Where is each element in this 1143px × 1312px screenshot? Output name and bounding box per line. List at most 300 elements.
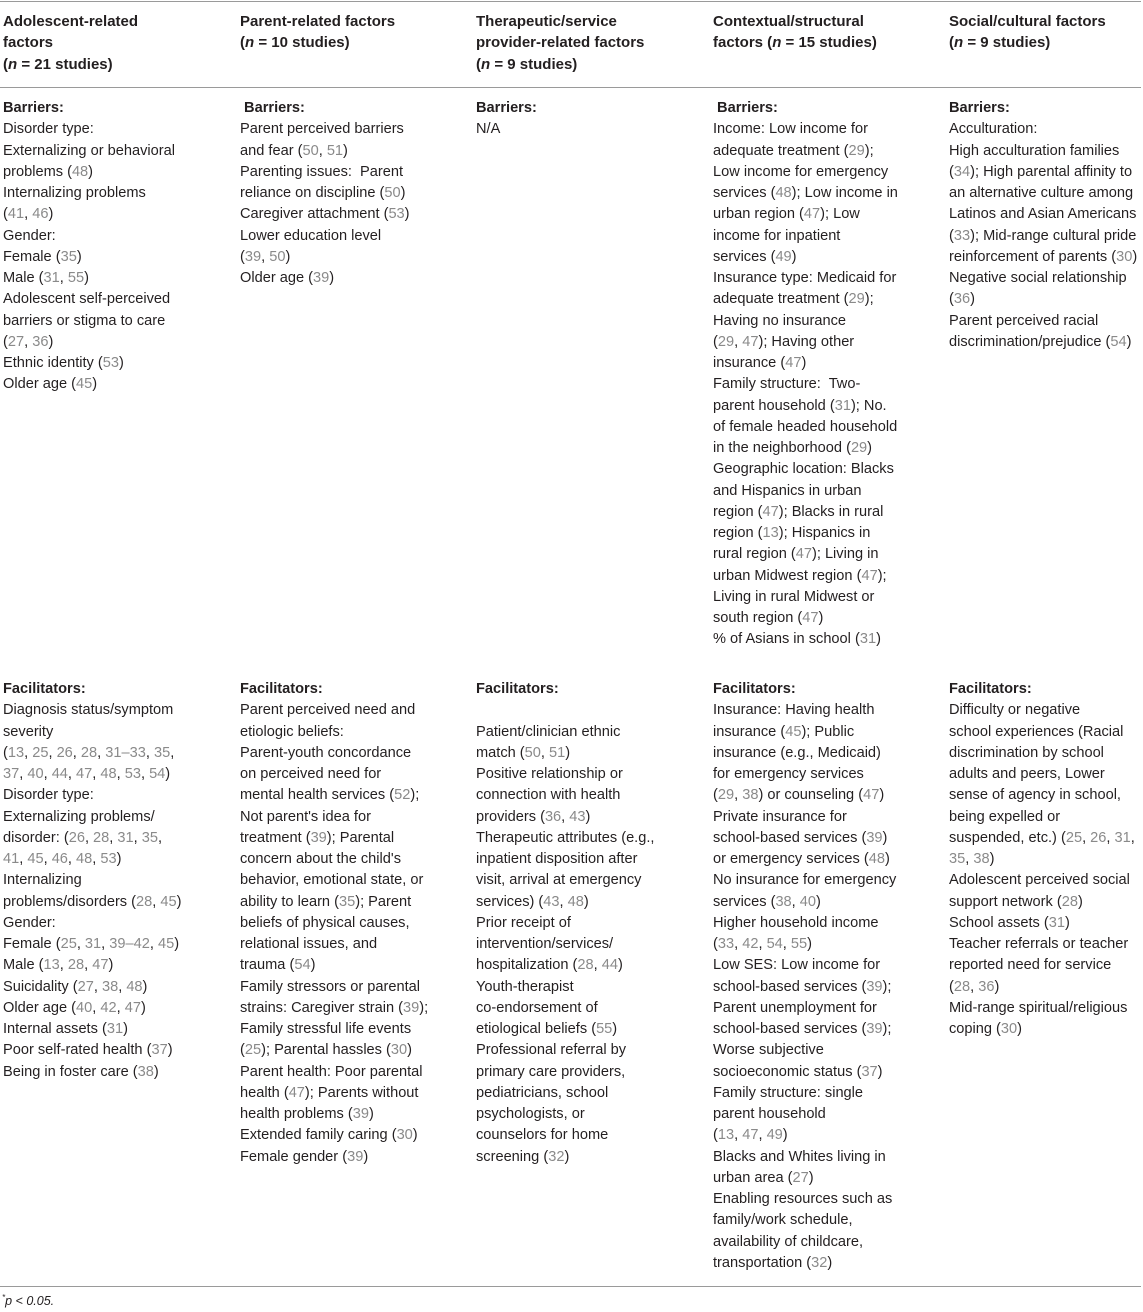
text-segment: , (93, 978, 102, 995)
text-segment: Parenting issues: Parent (240, 163, 404, 180)
reference-link[interactable]: 47 (785, 355, 802, 371)
reference-link[interactable]: 43 (543, 893, 560, 910)
text-segment: Male ( (3, 270, 44, 286)
reference-link[interactable]: 13 (717, 1127, 735, 1144)
facilitators-title: Facilitators: (949, 681, 1032, 697)
reference-link[interactable]: 50 (269, 248, 286, 265)
column-header-social (949, 11, 1106, 54)
reference-link[interactable]: 48 (71, 163, 89, 180)
reference-link[interactable]: 33 (953, 227, 971, 244)
text-segment: , (782, 936, 791, 952)
reference-link[interactable]: 38 (137, 1063, 154, 1080)
reference-link[interactable]: 51 (326, 142, 344, 159)
reference-link[interactable]: 27 (792, 1169, 809, 1186)
text-segment: , (734, 787, 743, 804)
reference-link[interactable]: 45 (76, 376, 93, 393)
text-segment: insurance ( (713, 355, 786, 371)
cell-line (949, 183, 1137, 204)
reference-link[interactable]: 48 (868, 851, 885, 867)
text-segment: ) (153, 1063, 159, 1080)
reference-link[interactable]: 54 (149, 766, 166, 782)
text-segment: ); (864, 142, 874, 159)
text-segment: , (559, 893, 568, 910)
text-segment: behavior, emotional state, or (240, 872, 424, 889)
reference-link[interactable]: 31 (84, 936, 102, 952)
cell-line (476, 1147, 654, 1168)
reference-link[interactable]: 52 (394, 787, 411, 804)
text-segment: ); (864, 291, 874, 308)
text-segment: ); Public (801, 723, 855, 740)
text-segment: Ethnic identity ( (3, 355, 103, 371)
text-segment: primary care providers, (476, 1063, 626, 1080)
header-line (949, 32, 1106, 53)
text-segment: ( (3, 333, 8, 350)
reference-link[interactable]: 13 (7, 744, 25, 761)
reference-link[interactable]: 55 (67, 270, 85, 286)
text-segment: , (116, 999, 125, 1016)
reference-link[interactable]: 39–42 (109, 936, 150, 952)
reference-link[interactable]: 47 (863, 787, 880, 804)
reference-link[interactable]: 47 (92, 957, 109, 974)
reference-link[interactable]: 49 (775, 248, 792, 265)
text-segment: Parent-youth concordance (240, 744, 412, 761)
reference-link[interactable]: 36 (953, 291, 971, 308)
reference-link[interactable]: 30 (1000, 1021, 1018, 1037)
reference-link[interactable]: 34 (953, 163, 971, 180)
facilitators-cell-parent (240, 679, 428, 1168)
reference-link[interactable]: 45 (157, 936, 175, 952)
reference-link[interactable]: 47 (288, 1084, 305, 1101)
text-segment: , (970, 978, 979, 995)
text-segment: , (149, 936, 158, 952)
text-segment: reported need for service (949, 957, 1112, 974)
text-segment: problems/disorders ( (3, 893, 137, 910)
reference-link[interactable]: 29 (717, 787, 735, 804)
cell-line (240, 1104, 428, 1125)
cell-line (3, 743, 181, 764)
cell-line (713, 1104, 896, 1125)
reference-link[interactable]: 29 (717, 333, 735, 350)
cell-line (3, 289, 175, 310)
reference-link[interactable]: 53 (100, 851, 117, 867)
reference-link[interactable]: 39 (352, 1106, 369, 1122)
cell-line (3, 162, 175, 183)
text-segment: ) (285, 248, 291, 265)
reference-link[interactable]: 40 (27, 766, 44, 782)
reference-link[interactable]: 53 (124, 766, 141, 782)
reference-link[interactable]: 45 (27, 851, 44, 867)
text-segment: Prior receipt of (476, 914, 571, 931)
text-segment: school experiences (Racial (949, 723, 1124, 740)
reference-link[interactable]: 38 (973, 851, 990, 867)
text-segment: Suicidality ( (3, 978, 78, 995)
reference-link[interactable]: 42 (742, 936, 759, 952)
barriers-title: Barriers: (240, 100, 305, 116)
reference-link[interactable]: 48 (567, 893, 584, 910)
cell-line (713, 353, 898, 374)
text-segment: Mid-range spiritual/religious (949, 999, 1128, 1016)
cell-line (476, 700, 654, 721)
reference-link[interactable]: 47 (742, 1127, 759, 1144)
reference-link[interactable]: 26 (1090, 829, 1107, 846)
reference-link[interactable]: 54 (766, 936, 783, 952)
reference-link[interactable]: 50 (302, 142, 319, 159)
text-segment: ) (165, 766, 171, 782)
reference-link[interactable]: 39 (313, 270, 330, 286)
cell-line (476, 955, 654, 976)
cell-line (949, 955, 1135, 976)
text-segment: transportation ( (713, 1254, 812, 1271)
cell-line (713, 417, 898, 438)
reference-link[interactable]: 44 (601, 957, 618, 974)
header-line (240, 32, 395, 53)
text-segment: Negative social relationship (949, 270, 1127, 286)
reference-link[interactable]: 54 (1110, 333, 1127, 350)
cell-line (713, 743, 896, 764)
reference-link[interactable]: 39 (866, 829, 883, 846)
reference-link[interactable]: 50 (524, 744, 541, 761)
text-segment: Disorder type: (3, 787, 94, 804)
reference-link[interactable]: 13 (762, 525, 779, 541)
text-segment: availability of childcare, (713, 1233, 864, 1250)
cell-line (3, 141, 175, 162)
reference-link[interactable]: 38 (742, 787, 759, 804)
reference-link[interactable]: 53 (102, 355, 120, 371)
text-segment: Insurance type: Medicaid for (713, 270, 897, 286)
reference-link[interactable]: 28 (93, 829, 110, 846)
text-segment: Female gender ( (240, 1148, 348, 1165)
reference-link[interactable]: 27 (77, 978, 94, 995)
text-segment: ) (867, 440, 873, 456)
text-segment: ); (410, 787, 420, 804)
text-segment: Internal assets ( (3, 1021, 107, 1037)
text-segment: ) (119, 355, 124, 371)
text-segment: strains: Caregiver strain ( (240, 999, 404, 1016)
text-segment: ); Low income in (791, 185, 898, 201)
text-segment: Diagnosis status/symptom (3, 702, 174, 719)
text-segment: ) (167, 1042, 173, 1059)
cell-line (3, 700, 181, 721)
reference-link[interactable]: 30 (396, 1127, 413, 1144)
reference-link[interactable]: 26 (68, 829, 85, 846)
text-segment: ); Parental hassles ( (261, 1042, 391, 1059)
column-header-adolescent (3, 11, 138, 75)
reference-link[interactable]: 48 (775, 185, 792, 201)
text-segment: ) (989, 851, 995, 867)
text-segment: parent household ( (713, 397, 835, 414)
header-line (3, 54, 138, 75)
cell-line (949, 870, 1135, 891)
text-segment: etiological beliefs ( (476, 1021, 597, 1037)
n-symbol: n (481, 55, 491, 73)
reference-link[interactable]: 40 (76, 999, 93, 1016)
text-segment: problems ( (3, 163, 72, 180)
cell-line (713, 119, 898, 140)
footnote-mark: * (2, 1293, 6, 1302)
reference-link[interactable]: 31 (43, 270, 60, 286)
cell-line (713, 396, 898, 417)
reference-link[interactable]: 39 (403, 999, 420, 1016)
text-segment: ) (329, 270, 335, 286)
cell-line (713, 1210, 896, 1231)
text-segment: , (561, 808, 570, 825)
text-segment: Internalizing problems (3, 185, 146, 201)
cell-line (240, 247, 410, 268)
reference-link[interactable]: 45 (785, 723, 802, 740)
reference-link[interactable]: 47 (803, 206, 821, 223)
cell-line (240, 849, 428, 870)
text-segment: ) (808, 1169, 814, 1186)
text-segment: , (157, 829, 163, 846)
reference-link[interactable]: 37 (861, 1063, 878, 1080)
reference-link[interactable]: 47 (76, 766, 93, 782)
text-segment: , (59, 270, 68, 286)
cell-line (240, 1083, 428, 1104)
reference-link[interactable]: 47 (861, 567, 878, 584)
cell-line (713, 268, 898, 289)
reference-link[interactable]: 36 (32, 333, 49, 350)
reference-link[interactable]: 49 (766, 1127, 783, 1144)
text-segment: Parent perceived barriers (240, 121, 404, 138)
reference-link[interactable]: 47 (795, 546, 812, 563)
reference-link[interactable]: 37 (3, 766, 20, 782)
reference-link[interactable]: 55 (790, 936, 808, 952)
text-segment: sense of agency in school, (949, 787, 1121, 804)
text-segment: psychologists, or (476, 1106, 585, 1122)
reference-link[interactable]: 32 (811, 1254, 828, 1271)
reference-link[interactable]: 25 (60, 936, 77, 952)
text-segment: , (116, 766, 125, 782)
cell-line (949, 700, 1135, 721)
reference-link[interactable]: 28 (577, 957, 594, 974)
reference-link[interactable]: 35 (60, 248, 77, 265)
cell-line (240, 119, 410, 140)
facilitators-title: Facilitators: (713, 681, 796, 697)
reference-link[interactable]: 40 (799, 893, 817, 910)
text-segment: ); Low (820, 206, 860, 223)
text-segment: ) (617, 957, 623, 974)
cell-line (3, 119, 175, 140)
reference-link[interactable]: 48 (126, 978, 143, 995)
text-segment: match ( (476, 744, 525, 761)
cell-line (713, 587, 898, 608)
text-segment: ( (240, 34, 245, 52)
reference-link[interactable]: 37 (151, 1042, 168, 1059)
cell-line (949, 828, 1135, 849)
cell-line (476, 913, 654, 934)
reference-link[interactable]: 35 (949, 851, 966, 867)
text-segment: Adolescent-related (3, 13, 139, 30)
reference-link[interactable]: 27 (7, 333, 25, 350)
text-segment: ); Parental (326, 829, 395, 846)
cell-line (3, 1019, 181, 1040)
text-segment: Caregiver attachment ( (240, 206, 389, 223)
reference-link[interactable]: 31–33 (105, 744, 146, 761)
reference-link[interactable]: 28 (953, 978, 971, 995)
cell-line (949, 785, 1135, 806)
text-segment: ) (407, 1042, 412, 1059)
reference-link[interactable]: 25 (32, 744, 49, 761)
text-segment: , (67, 851, 77, 867)
reference-link[interactable]: 38 (775, 893, 792, 910)
text-segment: in the neighborhood ( (713, 440, 851, 456)
text-segment: for emergency services (713, 766, 864, 782)
reference-link[interactable]: 39 (310, 829, 327, 846)
cell-line (240, 785, 428, 806)
reference-link[interactable]: 28 (67, 957, 85, 974)
reference-link[interactable]: 51 (549, 744, 566, 761)
text-segment: Adolescent perceived social (949, 872, 1130, 889)
cell-line (713, 374, 898, 395)
text-segment: urban region ( (713, 206, 804, 223)
cell-line (240, 913, 428, 934)
reference-link[interactable]: 47 (742, 333, 759, 350)
text-segment: ( (240, 1042, 245, 1059)
reference-link[interactable]: 43 (569, 808, 586, 825)
reference-link[interactable]: 29 (848, 142, 865, 159)
reference-link[interactable]: 44 (51, 766, 68, 782)
reference-link[interactable]: 39 (866, 1021, 883, 1037)
reference-link[interactable]: 35 (338, 893, 356, 910)
reference-link[interactable]: 35 (153, 744, 171, 761)
n-symbol: n (245, 34, 255, 52)
text-segment: beliefs of physical causes, (240, 914, 410, 931)
reference-link[interactable]: 45 (160, 893, 177, 910)
reference-link[interactable]: 31 (834, 397, 851, 414)
cell-line (240, 700, 428, 721)
reference-link[interactable]: 31 (859, 631, 877, 648)
text-segment: ( (3, 206, 8, 223)
cell-line (713, 1019, 896, 1040)
text-segment: ( (713, 1127, 718, 1144)
reference-link[interactable]: 36 (544, 808, 562, 825)
reference-link[interactable]: 13 (43, 957, 60, 974)
reference-link[interactable]: 42 (100, 999, 117, 1016)
cell-line (240, 955, 428, 976)
reference-link[interactable]: 31 (106, 1021, 124, 1037)
text-segment: pediatricians, school (476, 1084, 609, 1101)
text-segment: co-endorsement of (476, 999, 598, 1016)
text-segment: = 10 studies) (254, 34, 350, 52)
text-segment: region ( (713, 525, 763, 541)
reference-link[interactable]: 29 (850, 440, 868, 456)
reference-link[interactable]: 47 (802, 610, 819, 626)
text-segment: ) (585, 808, 591, 825)
text-segment: provider-related factors (476, 34, 645, 52)
reference-link[interactable]: 31 (1114, 829, 1131, 846)
text-segment: ) (1065, 914, 1070, 931)
cell-line (3, 226, 175, 247)
reference-link[interactable]: 55 (596, 1021, 613, 1037)
text-segment: adequate treatment ( (713, 142, 849, 159)
reference-link[interactable]: 47 (762, 503, 779, 520)
header-line (3, 11, 138, 32)
reference-link[interactable]: 41 (3, 851, 20, 867)
text-segment: = 21 studies) (17, 55, 113, 73)
text-segment: ) (174, 936, 180, 952)
reference-link[interactable]: 26 (56, 744, 73, 761)
text-segment: rural region ( (713, 546, 796, 563)
text-segment: ) (363, 1148, 369, 1165)
reference-link[interactable]: 46 (51, 851, 68, 867)
text-segment: Internalizing (3, 872, 82, 889)
text-segment: Family structure: single (713, 1084, 864, 1101)
cell-line (240, 743, 428, 764)
text-segment: ) (564, 1148, 570, 1165)
reference-link[interactable]: 31 (1048, 914, 1066, 931)
reference-link[interactable]: 31 (117, 829, 134, 846)
text-segment: Social/cultural factors (949, 13, 1106, 30)
text-segment: severity (3, 723, 54, 740)
cell-line (713, 955, 896, 976)
reference-link[interactable]: 28 (136, 893, 153, 910)
reference-link[interactable]: 30 (390, 1042, 408, 1059)
reference-link[interactable]: 25 (1065, 829, 1083, 846)
text-segment: Family stressful life events (240, 1021, 412, 1037)
reference-link[interactable]: 54 (294, 957, 311, 974)
reference-link[interactable]: 48 (76, 851, 93, 867)
reference-link[interactable]: 35 (141, 829, 158, 846)
reference-link[interactable]: 32 (548, 1148, 565, 1165)
text-segment: ) (343, 142, 348, 159)
cell-line (240, 162, 410, 183)
reference-link[interactable]: 30 (1116, 248, 1133, 265)
reference-link[interactable]: 46 (32, 206, 49, 223)
reference-link[interactable]: 29 (848, 291, 865, 308)
cell-line (713, 1253, 896, 1274)
reference-link[interactable]: 38 (101, 978, 119, 995)
reference-link[interactable]: 39 (347, 1148, 364, 1165)
reference-link[interactable]: 41 (7, 206, 25, 223)
text-segment: ) (827, 1254, 833, 1271)
text-segment: connection with health (476, 787, 621, 804)
header-line (476, 54, 644, 75)
reference-link[interactable]: 50 (384, 185, 401, 201)
reference-link[interactable]: 28 (1061, 893, 1078, 910)
text-segment: etiologic beliefs: (240, 723, 344, 740)
cell-line (713, 998, 896, 1019)
text-segment: , (261, 248, 270, 265)
text-segment: screening ( (476, 1148, 549, 1165)
text-segment: ) (1077, 893, 1083, 910)
text-segment: school-based services ( (713, 829, 867, 846)
header-bottom-rule (0, 87, 1141, 88)
text-segment: ( (240, 248, 245, 265)
text-segment: health ( (240, 1084, 289, 1101)
text-segment: Poor self-rated health ( (3, 1042, 152, 1059)
cell-line (713, 828, 896, 849)
text-segment: Parent perceived need and (240, 702, 416, 719)
text-segment: = 9 studies) (490, 55, 578, 73)
reference-link[interactable]: 39 (244, 248, 262, 265)
reference-link[interactable]: 36 (978, 978, 995, 995)
reference-link[interactable]: 25 (244, 1042, 262, 1059)
text-segment: , (19, 851, 28, 867)
text-segment: No insurance for emergency (713, 872, 897, 889)
reference-link[interactable]: 28 (80, 744, 98, 761)
text-segment: , (67, 766, 77, 782)
reference-link[interactable]: 33 (717, 936, 735, 952)
cell-line (713, 459, 898, 480)
cell-line (240, 204, 410, 225)
reference-link[interactable]: 53 (388, 206, 405, 223)
reference-link[interactable]: 47 (124, 999, 141, 1016)
reference-link[interactable]: 48 (100, 766, 117, 782)
cell-line (476, 1019, 654, 1040)
text-segment: ) (1126, 333, 1132, 350)
reference-link[interactable]: 39 (866, 978, 883, 995)
facilitators-title: Facilitators: (240, 681, 323, 697)
